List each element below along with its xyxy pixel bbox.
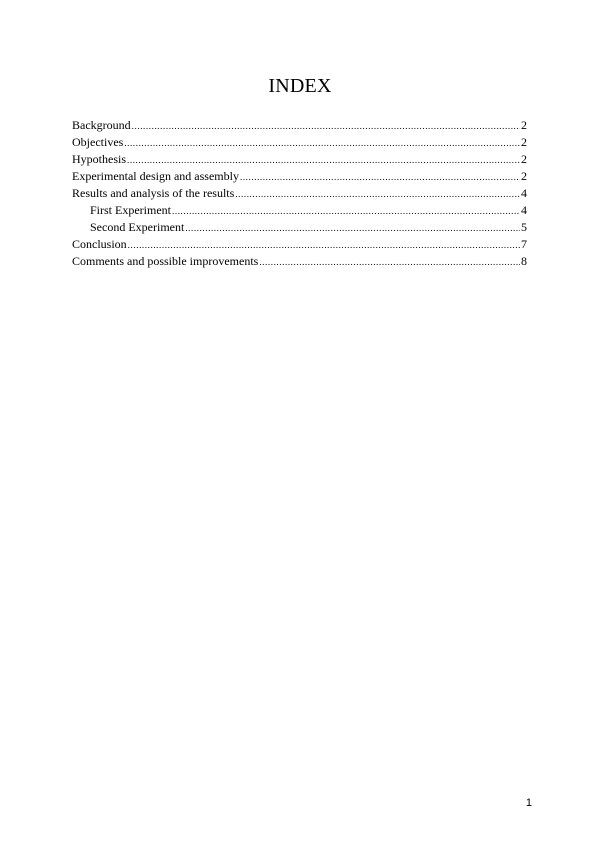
dot-leader (240, 169, 520, 186)
toc-entry-page: 8 (521, 254, 527, 268)
toc-entry-experimental-design[interactable] (72, 168, 527, 185)
page-title: INDEX (268, 75, 332, 97)
toc-entry-page: 5 (521, 220, 527, 234)
toc-entry-label: Background (72, 118, 131, 132)
toc-entry-conclusion[interactable] (72, 236, 527, 253)
toc-entry-label: First Experiment (90, 203, 171, 217)
dot-leader (172, 203, 520, 220)
toc-entry-page: 2 (521, 152, 527, 166)
toc-entry-page: 4 (521, 186, 527, 200)
dot-leader (128, 237, 520, 254)
page-number: 1 (525, 797, 532, 809)
dot-leader (127, 152, 520, 169)
toc-entry-page: 4 (521, 203, 527, 217)
toc-entry-label: Second Experiment (90, 220, 185, 234)
table-of-contents (72, 117, 527, 270)
dot-leader (259, 254, 520, 271)
toc-entry-comments[interactable] (72, 253, 527, 270)
toc-entry-page: 2 (521, 118, 527, 132)
toc-entry-objectives[interactable] (72, 134, 527, 151)
dot-leader (124, 135, 520, 152)
toc-entry-page: 2 (521, 169, 527, 183)
dot-leader (235, 186, 520, 203)
toc-entry-second-experiment[interactable] (72, 219, 527, 236)
toc-entry-label: Experimental design and assembly (72, 169, 239, 183)
toc-entry-label: Results and analysis of the results (72, 186, 235, 200)
toc-entry-page: 7 (521, 237, 527, 251)
toc-entry-first-experiment[interactable] (72, 202, 527, 219)
dot-leader (185, 220, 520, 237)
toc-entry-page: 2 (521, 135, 527, 149)
toc-entry-results[interactable] (72, 185, 527, 202)
dot-leader (132, 118, 520, 135)
toc-entry-hypothesis[interactable] (72, 151, 527, 168)
toc-entry-label: Hypothesis (72, 152, 126, 166)
toc-entry-label: Objectives (72, 135, 124, 149)
toc-entry-label: Conclusion (72, 237, 127, 251)
toc-entry-background[interactable] (72, 117, 527, 134)
toc-entry-label: Comments and possible improvements (72, 254, 259, 268)
